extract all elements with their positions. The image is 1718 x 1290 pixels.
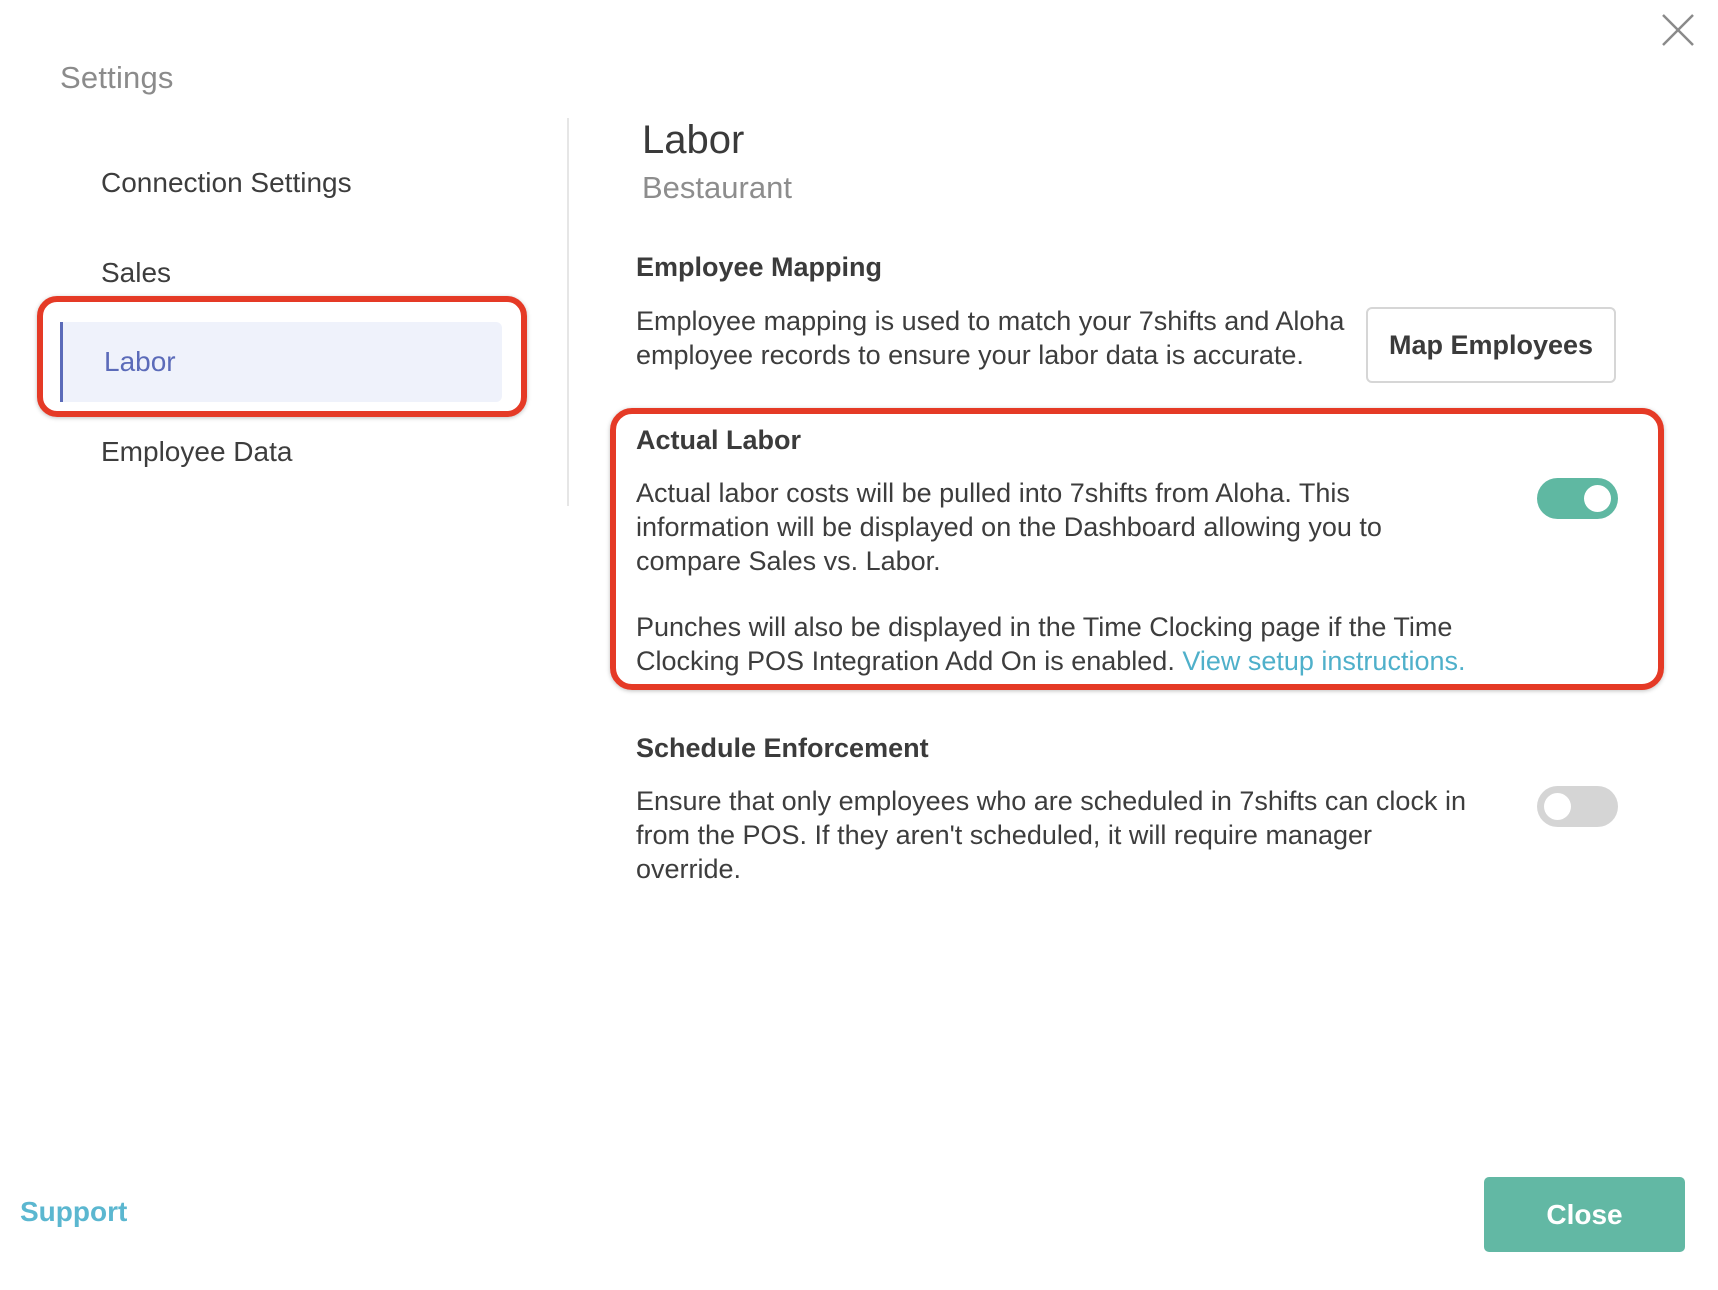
page-subtitle: Bestaurant	[642, 170, 792, 205]
sidebar-item-label: Sales	[101, 257, 172, 288]
description-line: from the POS. If they aren't scheduled, it will require manager	[636, 820, 1373, 850]
description-line: Employee mapping is used to match your 7shifts and Aloha	[636, 306, 1345, 336]
toggle-knob	[1544, 793, 1571, 820]
actual-labor-description	[636, 476, 1382, 578]
sidebar-item-sales[interactable]	[60, 233, 502, 313]
sidebar-item-label: Labor	[104, 346, 176, 377]
description-line: employee records to ensure your labor data is accurate.	[636, 340, 1304, 370]
sidebar-item-labor[interactable]	[60, 322, 502, 402]
map-employees-button[interactable]: Map Employees	[1366, 307, 1616, 383]
schedule-enforcement-heading: Schedule Enforcement	[636, 733, 929, 763]
page-title: Labor	[642, 118, 745, 162]
close-icon[interactable]	[1660, 12, 1696, 48]
settings-title: Settings	[60, 60, 174, 95]
actual-labor-heading: Actual Labor	[636, 425, 802, 455]
sidebar-item-employee-data[interactable]	[60, 412, 502, 492]
actual-labor-toggle[interactable]	[1537, 478, 1618, 519]
close-button[interactable]: Close	[1484, 1177, 1685, 1252]
description-line: Punches will also be displayed in the Time Clocking page if the Time	[636, 612, 1453, 642]
sidebar-item-label: Connection Settings	[101, 167, 352, 198]
toggle-knob	[1584, 485, 1611, 512]
description-line: override.	[636, 854, 742, 884]
view-setup-instructions-link[interactable]: View setup instructions.	[1182, 646, 1466, 676]
employee-mapping-heading: Employee Mapping	[636, 252, 883, 282]
description-line: Actual labor costs will be pulled into 7shifts from Aloha. This	[636, 478, 1350, 508]
description-line: compare Sales vs. Labor.	[636, 546, 941, 576]
description-line	[636, 644, 1465, 678]
description-text: Clocking POS Integration Add On is enabled.	[636, 646, 1183, 676]
support-link[interactable]: Support	[20, 1196, 128, 1227]
sidebar-item-connection-settings[interactable]	[60, 143, 502, 223]
schedule-enforcement-description	[636, 784, 1466, 886]
actual-labor-punches-description	[636, 610, 1465, 678]
schedule-enforcement-toggle[interactable]	[1537, 786, 1618, 827]
sidebar-item-label: Employee Data	[101, 436, 293, 467]
sidebar-divider	[567, 118, 569, 506]
employee-mapping-description	[636, 304, 1344, 372]
description-line: Ensure that only employees who are scheduled in 7shifts can clock in	[636, 786, 1466, 816]
description-line: information will be displayed on the Dashboard allowing you to	[636, 512, 1382, 542]
